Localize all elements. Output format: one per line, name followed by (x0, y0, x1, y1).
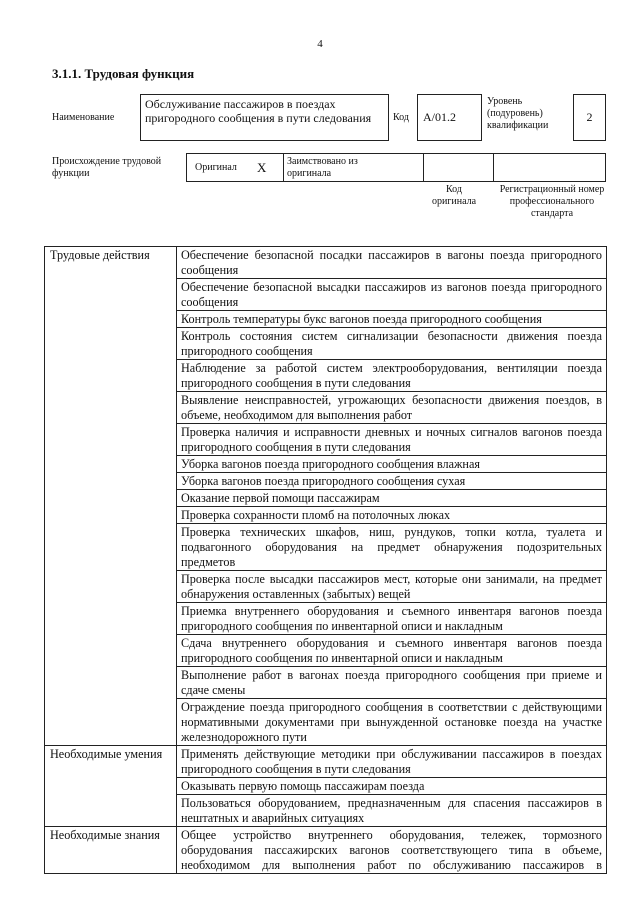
origin-row (186, 153, 606, 182)
section-title-skills: Необходимые умения (45, 746, 177, 827)
list-item: Обеспечение безопасной посадки пассажиров в вагоны поезда пригородного сообщения (177, 247, 607, 279)
code-label: Код (393, 112, 409, 123)
list-item: Приемка внутреннего оборудования и съемного инвентаря вагонов поезда пригородного сообщения по инвентарной описи и накладным (177, 603, 607, 635)
list-item: Сдача внутреннего оборудования и съемного инвентаря вагонов поезда пригородного сообщения по инвентарной описи и накладным (177, 635, 607, 667)
labor-function-table (44, 246, 607, 874)
list-item: Проверка сохранности пломб на потолочных люках (177, 507, 607, 524)
qualification-level: 2 (573, 94, 606, 141)
level-label: Уровень (подуровень) квалификации (487, 96, 549, 131)
list-item: Контроль температуры букс вагонов поезда пригородного сообщения (177, 311, 607, 328)
list-item: Оказание первой помощи пассажирам (177, 490, 607, 507)
list-item: Проверка после высадки пассажиров мест, которые они занимали, на предмет обнаружения оставленных (забытых) вещей (177, 571, 607, 603)
list-item: Оказывать первую помощь пассажирам поезда (177, 778, 607, 795)
page-number: 4 (317, 38, 323, 50)
section-title-knowledge: Необходимые знания (45, 827, 177, 874)
original-label: Оригинал (195, 162, 237, 173)
divider (283, 153, 284, 182)
list-item: Наблюдение за работой систем электрооборудования, вентиляции поезда пригородного сообщения в пути следования (177, 360, 607, 392)
list-item: Обеспечение безопасной высадки пассажиров из вагонов поезда пригородного сообщения (177, 279, 607, 311)
table-row (45, 746, 607, 778)
list-item: Проверка наличия и исправности дневных и ночных сигналов вагонов поезда пригородного сообщения в пути следования (177, 424, 607, 456)
section-title-actions: Трудовые действия (45, 247, 177, 746)
divider (423, 153, 424, 182)
list-item: Ограждение поезда пригородного сообщения в соответствии с действующими нормативными документами при вынужденной остановке поезда на участке железнодорожного пути (177, 699, 607, 746)
list-item: Уборка вагонов поезда пригородного сообщения сухая (177, 473, 607, 490)
list-item: Применять действующие методики при обслуживании пассажиров в поездах пригородного сообщения в пути следования (177, 746, 607, 778)
divider (493, 153, 494, 182)
list-item: Выявление неисправностей, угрожающих безопасности движения поездов, в объеме, необходимом для выполнения работ (177, 392, 607, 424)
name-label: Наименование (52, 112, 115, 123)
table-row (45, 247, 607, 279)
list-item: Проверка технических шкафов, ниш, рундуков, топки котла, туалета и подвагонного оборудования на предмет обнаружения подозрительных предметов (177, 524, 607, 571)
original-mark: X (257, 160, 267, 175)
list-item: Общее устройство внутреннего оборудования, тележек, тормозного оборудования пассажирских вагонов соответствующего типа в объеме, необходимом для выполнения работ по обслуживанию пассажиров в (177, 827, 607, 874)
function-code: А/01.2 (417, 94, 482, 141)
section-heading: 3.1.1. Трудовая функция (52, 66, 195, 81)
origin-label: Происхождение трудовой функции (52, 156, 162, 179)
table-row (45, 827, 607, 874)
borrowed-label: Заимствовано из оригинала (287, 156, 358, 179)
registration-number-caption: Регистрационный номер профессионального стандарта (499, 184, 605, 219)
function-name: Обслуживание пассажиров в поездах пригородного сообщения в пути следования (140, 94, 389, 141)
list-item: Пользоваться оборудованием, предназначенным для спасения пассажиров в нештатных и аварийных ситуациях (177, 795, 607, 827)
list-item: Выполнение работ в вагонах поезда пригородного сообщения при приеме и сдаче смены (177, 667, 607, 699)
list-item: Уборка вагонов поезда пригородного сообщения влажная (177, 456, 607, 473)
code-original-caption: Код оригинала (431, 184, 477, 207)
list-item: Контроль состояния систем сигнализации безопасности движения поезда пригородного сообщения (177, 328, 607, 360)
